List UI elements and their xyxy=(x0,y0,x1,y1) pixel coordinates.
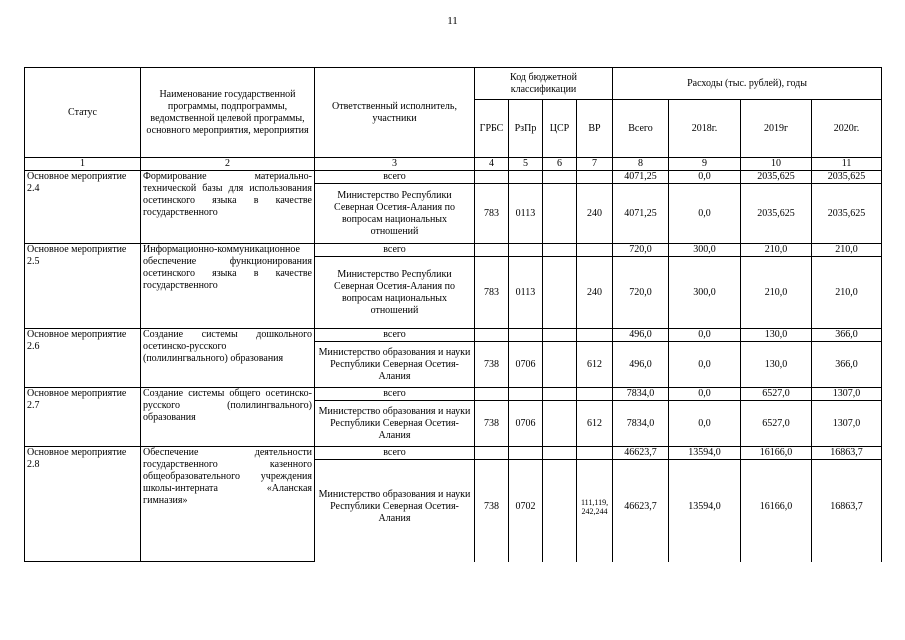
measure-name-cell: Создание системы общего осетинско-русского (полилингвального) образования xyxy=(141,388,315,447)
column-number: 2 xyxy=(141,158,315,171)
y2020-cell: 16863,7 xyxy=(812,447,882,460)
header-csr: ЦСР xyxy=(543,100,577,158)
y2018-cell: 0,0 xyxy=(669,329,741,342)
grbs-cell: 738 xyxy=(475,401,509,447)
table-row-total xyxy=(25,388,882,401)
header-responsible: Ответственный исполнитель, участники xyxy=(315,68,475,158)
y2018-cell: 300,0 xyxy=(669,257,741,329)
y2018-cell: 13594,0 xyxy=(669,447,741,460)
column-number: 10 xyxy=(741,158,812,171)
y2020-cell: 2035,625 xyxy=(812,184,882,244)
header-2018: 2018г. xyxy=(669,100,741,158)
column-number: 1 xyxy=(25,158,141,171)
status-cell: Основное мероприятие 2.7 xyxy=(25,388,141,447)
rzpr-cell: 0706 xyxy=(509,342,543,388)
status-cell: Основное мероприятие 2.4 xyxy=(25,171,141,244)
all-label-cell: всего xyxy=(315,171,475,184)
column-number: 9 xyxy=(669,158,741,171)
y2019-cell: 210,0 xyxy=(741,244,812,257)
all-label-cell: всего xyxy=(315,329,475,342)
y2018-cell: 300,0 xyxy=(669,244,741,257)
column-number: 5 xyxy=(509,158,543,171)
vr-cell: 240 xyxy=(577,184,613,244)
all-label-cell: всего xyxy=(315,447,475,460)
y2018-cell: 0,0 xyxy=(669,342,741,388)
status-cell: Основное мероприятие 2.6 xyxy=(25,329,141,388)
header-budget-code: Код бюджетной классификации xyxy=(475,68,613,100)
table-row-total xyxy=(25,447,882,460)
page-number: 11 xyxy=(447,15,458,27)
y2020-cell: 16863,7 xyxy=(812,460,882,554)
vr-cell: 111,119, 242,244 xyxy=(577,460,613,554)
rzpr-cell: 0113 xyxy=(509,257,543,329)
y2018-cell: 0,0 xyxy=(669,388,741,401)
y2019-cell: 130,0 xyxy=(741,329,812,342)
csr-cell xyxy=(543,401,577,447)
header-vr: ВР xyxy=(577,100,613,158)
y2019-cell: 16166,0 xyxy=(741,447,812,460)
y2019-cell: 16166,0 xyxy=(741,460,812,554)
vr-cell: 612 xyxy=(577,401,613,447)
y2018-cell: 0,0 xyxy=(669,171,741,184)
grbs-cell: 783 xyxy=(475,257,509,329)
y2020-cell: 210,0 xyxy=(812,244,882,257)
measure-name-cell: Создание системы дошкольного осетинско-русского (полилингвального) образования xyxy=(141,329,315,388)
y2019-cell: 2035,625 xyxy=(741,184,812,244)
status-cell: Основное мероприятие 2.5 xyxy=(25,244,141,329)
total-cell: 496,0 xyxy=(613,342,669,388)
header-2019: 2019г xyxy=(741,100,812,158)
y2019-cell: 2035,625 xyxy=(741,171,812,184)
rzpr-cell: 0706 xyxy=(509,401,543,447)
total-cell: 46623,7 xyxy=(613,460,669,554)
measure-name-cell: Обеспечение деятельности государственного казенного общеобразовательного учреждения школы-интерната «Аланская гимназия» xyxy=(141,447,315,562)
total-cell: 720,0 xyxy=(613,257,669,329)
rzpr-cell: 0113 xyxy=(509,184,543,244)
header-total: Всего xyxy=(613,100,669,158)
grbs-cell: 783 xyxy=(475,184,509,244)
y2020-cell: 366,0 xyxy=(812,329,882,342)
header-name: Наименование государственной программы, подпрограммы, ведомственной целевой программы, основного мероприятия, мероприятия xyxy=(141,68,315,158)
responsible-cell: Министерство Республики Северная Осетия-Алания по вопросам национальных отношений xyxy=(315,184,475,244)
rzpr-cell: 0702 xyxy=(509,460,543,554)
header-grbs: ГРБС xyxy=(475,100,509,158)
y2020-cell: 1307,0 xyxy=(812,401,882,447)
status-cell: Основное мероприятие 2.8 xyxy=(25,447,141,562)
total-cell: 4071,25 xyxy=(613,184,669,244)
column-number: 7 xyxy=(577,158,613,171)
all-label-cell: всего xyxy=(315,244,475,257)
vr-cell: 240 xyxy=(577,257,613,329)
all-label-cell: всего xyxy=(315,388,475,401)
total-cell: 4071,25 xyxy=(613,171,669,184)
total-cell: 46623,7 xyxy=(613,447,669,460)
table-row-total xyxy=(25,244,882,257)
column-number: 11 xyxy=(812,158,882,171)
y2020-cell: 1307,0 xyxy=(812,388,882,401)
y2019-cell: 210,0 xyxy=(741,257,812,329)
csr-cell xyxy=(543,184,577,244)
vr-cell: 612 xyxy=(577,342,613,388)
responsible-cell: Министерство образования и науки Республики Северная Осетия-Алания xyxy=(315,342,475,388)
column-number: 6 xyxy=(543,158,577,171)
budget-table xyxy=(24,67,882,562)
header-2020: 2020г. xyxy=(812,100,882,158)
column-number: 3 xyxy=(315,158,475,171)
header-rzpr: РзПр xyxy=(509,100,543,158)
y2020-cell: 366,0 xyxy=(812,342,882,388)
y2020-cell: 2035,625 xyxy=(812,171,882,184)
csr-cell xyxy=(543,460,577,554)
table-row-total xyxy=(25,171,882,184)
total-cell: 7834,0 xyxy=(613,388,669,401)
total-cell: 720,0 xyxy=(613,244,669,257)
measure-name-cell: Формирование материально-технической базы для использования осетинского языка в качестве государственного xyxy=(141,171,315,244)
header-status: Статус xyxy=(25,68,141,158)
csr-cell xyxy=(543,342,577,388)
y2018-cell: 0,0 xyxy=(669,401,741,447)
column-number: 4 xyxy=(475,158,509,171)
grbs-cell: 738 xyxy=(475,342,509,388)
y2018-cell: 13594,0 xyxy=(669,460,741,554)
header-row-top xyxy=(25,68,882,100)
table-row-total xyxy=(25,329,882,342)
y2018-cell: 0,0 xyxy=(669,184,741,244)
header-expenses: Расходы (тыс. рублей), годы xyxy=(613,68,882,100)
grbs-cell: 738 xyxy=(475,460,509,554)
y2020-cell: 210,0 xyxy=(812,257,882,329)
total-cell: 7834,0 xyxy=(613,401,669,447)
column-number: 8 xyxy=(613,158,669,171)
responsible-cell: Министерство Республики Северная Осетия-Алания по вопросам национальных отношений xyxy=(315,257,475,329)
total-cell: 496,0 xyxy=(613,329,669,342)
column-number-row xyxy=(25,158,882,171)
responsible-cell: Министерство образования и науки Республики Северная Осетия-Алания xyxy=(315,460,475,554)
csr-cell xyxy=(543,257,577,329)
responsible-cell: Министерство образования и науки Республики Северная Осетия-Алания xyxy=(315,401,475,447)
y2019-cell: 6527,0 xyxy=(741,401,812,447)
y2019-cell: 6527,0 xyxy=(741,388,812,401)
measure-name-cell: Информационно-коммуникационное обеспечение функционирования осетинского языка в качестве государственного xyxy=(141,244,315,329)
y2019-cell: 130,0 xyxy=(741,342,812,388)
